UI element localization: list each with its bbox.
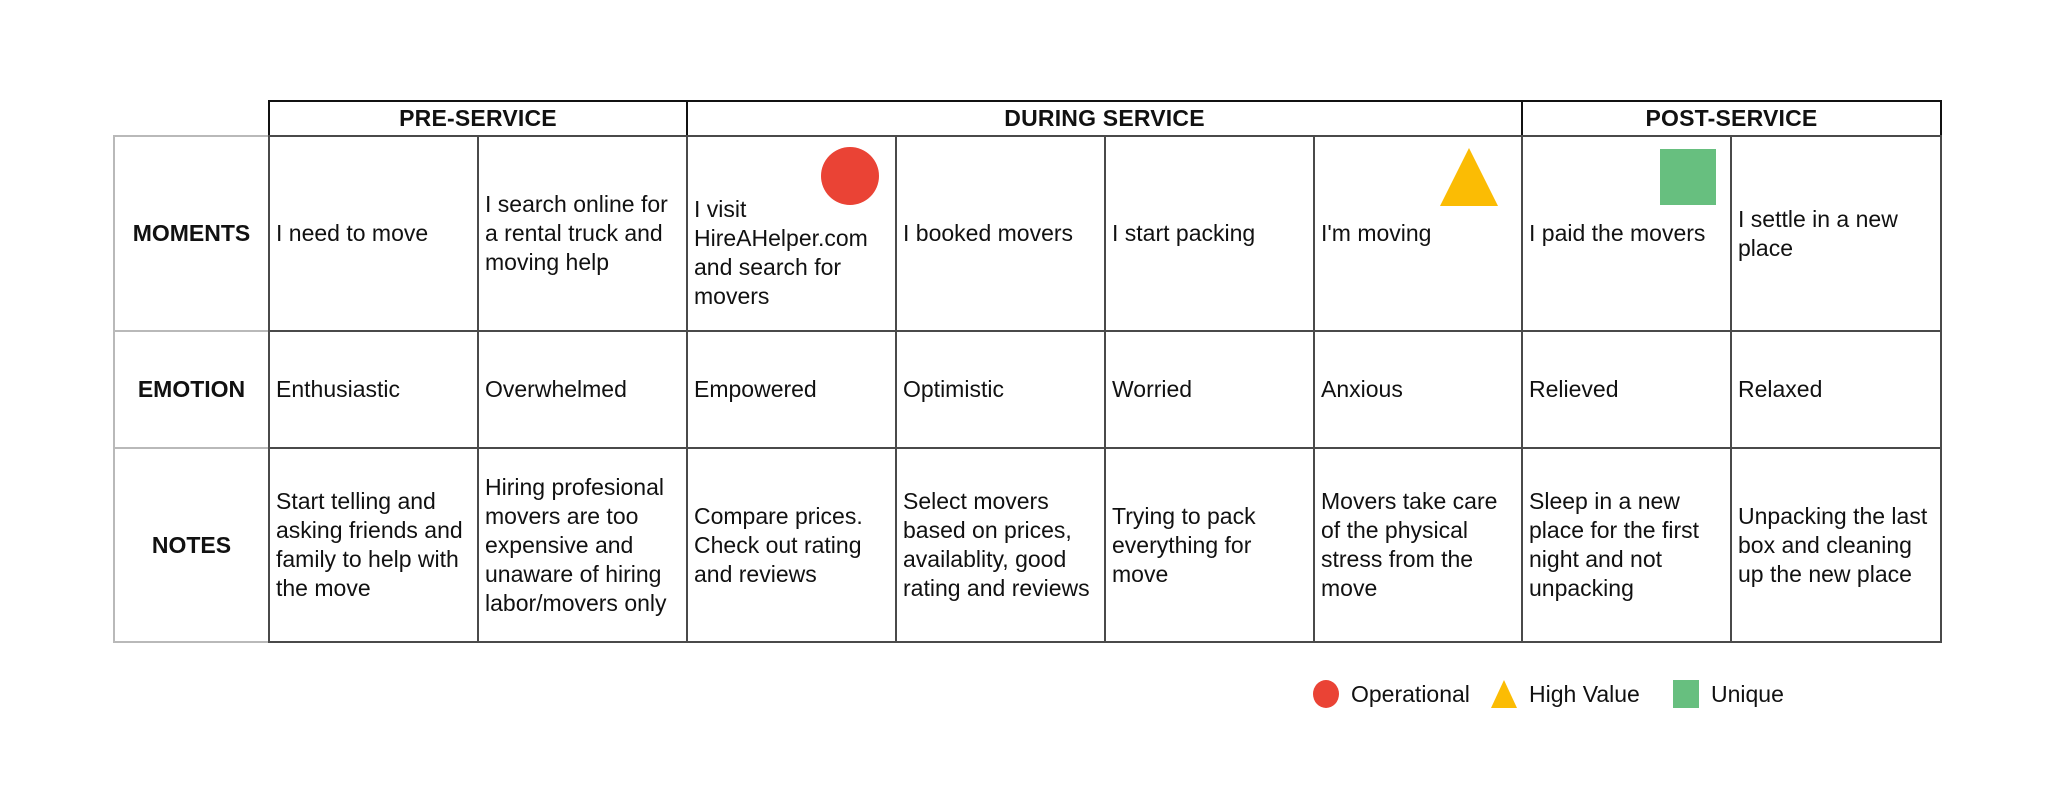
cell-text: I visit HireAHelper.com and search for movers xyxy=(694,195,868,309)
cell-text: Optimistic xyxy=(903,376,1004,402)
cell-text: I start packing xyxy=(1112,220,1256,246)
cell-text: Overwhelmed xyxy=(485,376,627,402)
emotion-cell-8 xyxy=(1730,330,1942,449)
phase-header-pre-service xyxy=(268,100,688,137)
legend-unique xyxy=(1673,680,1784,708)
notes-cell-3 xyxy=(686,447,897,643)
cell-text: Relieved xyxy=(1529,376,1619,402)
row-header-emotion xyxy=(113,330,270,449)
row-header-notes xyxy=(113,447,270,643)
emotion-cell-6 xyxy=(1313,330,1523,449)
emotion-cell-5 xyxy=(1104,330,1315,449)
cell-text: I settle in a new place xyxy=(1738,205,1898,261)
cell-text: Relaxed xyxy=(1738,376,1823,402)
phase-header-post-service xyxy=(1521,100,1942,137)
emotion-cell-7 xyxy=(1521,330,1732,449)
row-label: NOTES xyxy=(151,531,232,558)
notes-cell-8 xyxy=(1730,447,1942,643)
cell-text: Hiring profesional movers are too expensive and unaware of hiring labor/movers only xyxy=(485,473,667,616)
phase-label: DURING SERVICE xyxy=(1004,105,1205,131)
moments-cell-8 xyxy=(1730,135,1942,332)
moments-cell-4 xyxy=(895,135,1106,332)
moments-cell-5 xyxy=(1104,135,1315,332)
legend-high-value xyxy=(1491,680,1640,708)
cell-text: Movers take care of the physical stress from the move xyxy=(1321,488,1498,601)
legend-label: Unique xyxy=(1711,680,1784,707)
legend-label: Operational xyxy=(1351,680,1470,707)
emotion-cell-1 xyxy=(268,330,479,449)
phase-label: POST-SERVICE xyxy=(1645,105,1818,131)
unique-square-icon xyxy=(1660,149,1716,205)
row-label: EMOTION xyxy=(137,376,246,402)
cell-text: Worried xyxy=(1112,376,1193,402)
cell-text: Enthusiastic xyxy=(276,376,401,402)
legend-label: High Value xyxy=(1529,680,1640,707)
notes-cell-6 xyxy=(1313,447,1523,643)
triangle-icon xyxy=(1491,680,1517,708)
notes-cell-7 xyxy=(1521,447,1732,643)
cell-text: I need to move xyxy=(276,220,429,246)
moments-cell-2 xyxy=(477,135,688,332)
square-icon xyxy=(1673,680,1699,708)
cell-text: Start telling and asking friends and family to help with the move xyxy=(276,488,463,601)
notes-cell-2 xyxy=(477,447,688,643)
emotion-cell-4 xyxy=(895,330,1106,449)
phase-label: PRE-SERVICE xyxy=(399,105,557,131)
row-header-moments xyxy=(113,135,270,332)
cell-text: Compare prices. Check out rating and reviews xyxy=(694,502,863,587)
circle-icon xyxy=(1313,680,1339,708)
row-label: MOMENTS xyxy=(132,220,251,246)
moments-cell-1 xyxy=(268,135,479,332)
operational-circle-icon xyxy=(821,147,879,205)
cell-text: Select movers based on prices, availablity, good rating and reviews xyxy=(903,488,1090,601)
cell-text: Unpacking the last box and cleaning up the new place xyxy=(1738,502,1928,587)
cell-text: Trying to pack everything for move xyxy=(1112,502,1256,587)
notes-cell-4 xyxy=(895,447,1106,643)
notes-cell-5 xyxy=(1104,447,1315,643)
phase-header-during-service xyxy=(686,100,1523,137)
cell-text: Anxious xyxy=(1321,376,1403,402)
cell-text: Sleep in a new place for the first night and not unpacking xyxy=(1529,488,1700,601)
cell-text: I'm moving xyxy=(1321,220,1432,246)
cell-text: I booked movers xyxy=(903,220,1074,246)
cell-text: I search online for a rental truck and moving help xyxy=(485,191,668,275)
notes-cell-1 xyxy=(268,447,479,643)
emotion-cell-3 xyxy=(686,330,897,449)
cell-text: I paid the movers xyxy=(1529,220,1706,246)
legend-operational xyxy=(1313,680,1470,708)
cell-text: Empowered xyxy=(694,376,817,402)
high-value-triangle-icon xyxy=(1440,148,1498,206)
emotion-cell-2 xyxy=(477,330,688,449)
